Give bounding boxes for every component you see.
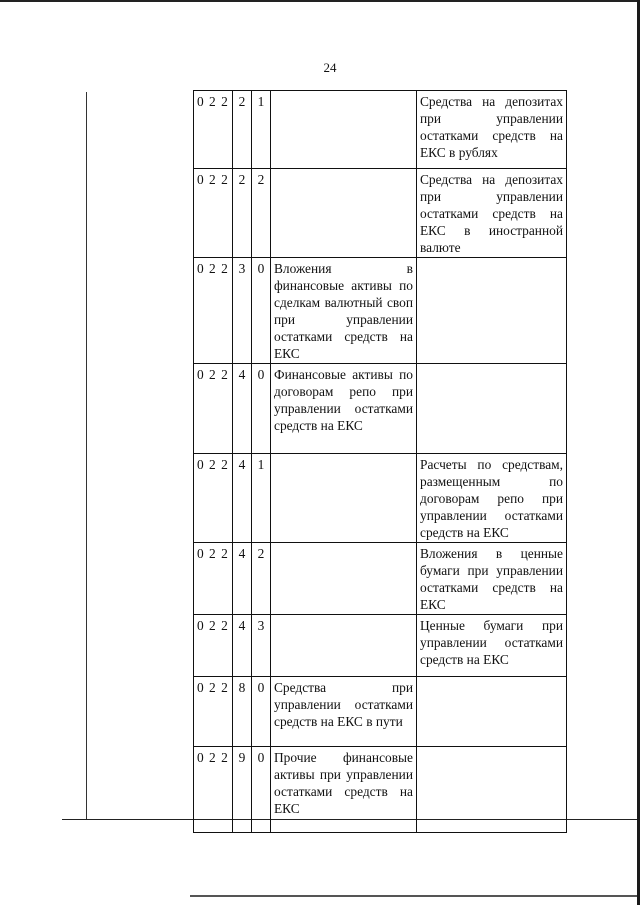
- debit-description: Средства при управлении остатками средств на ЕКС в пути: [271, 677, 417, 747]
- table-row: [194, 615, 567, 677]
- debit-description: [271, 454, 417, 543]
- account-group: 4: [233, 615, 252, 677]
- account-code: 0 2 2: [194, 677, 233, 747]
- account-group: 8: [233, 677, 252, 747]
- credit-description: Ценные бумаги при управлении остатками средств на ЕКС: [417, 615, 567, 677]
- account-group: 2: [233, 91, 252, 169]
- credit-description: [417, 258, 567, 364]
- credit-description: Расчеты по средствам, размещенным по договорам репо при управлении остатками средств на ЕКС: [417, 454, 567, 543]
- account-group: 4: [233, 454, 252, 543]
- credit-description: Средства на депозитах при управлении остатками средств на ЕКС в иностранной валюте: [417, 169, 567, 258]
- credit-description: [417, 677, 567, 747]
- account-code: 0 2 2: [194, 454, 233, 543]
- account-group: 4: [233, 543, 252, 615]
- account-subgroup: 3: [252, 615, 271, 677]
- page-number: 24: [323, 60, 337, 75]
- account-group: 9: [233, 747, 252, 833]
- account-group: 4: [233, 364, 252, 454]
- accounts-table: [193, 90, 567, 833]
- debit-description: [271, 543, 417, 615]
- account-subgroup: 2: [252, 543, 271, 615]
- account-code: 0 2 2: [194, 91, 233, 169]
- table-row: [194, 677, 567, 747]
- debit-description: [271, 91, 417, 169]
- table-row: [194, 747, 567, 833]
- debit-description: [271, 615, 417, 677]
- debit-description: Финансовые активы по договорам репо при управлении остатками средств на ЕКС: [271, 364, 417, 454]
- table-row: [194, 454, 567, 543]
- account-code: 0 2 2: [194, 543, 233, 615]
- credit-description: [417, 747, 567, 833]
- table-row: [194, 258, 567, 364]
- account-code: 0 2 2: [194, 615, 233, 677]
- account-code: 0 2 2: [194, 364, 233, 454]
- scan-edge-top: [0, 0, 640, 2]
- account-group: 2: [233, 169, 252, 258]
- table-row: [194, 91, 567, 169]
- debit-description: [271, 169, 417, 258]
- margin-rule: [86, 92, 87, 820]
- account-subgroup: 1: [252, 91, 271, 169]
- table-row: [194, 169, 567, 258]
- account-subgroup: 1: [252, 454, 271, 543]
- account-subgroup: 0: [252, 258, 271, 364]
- account-code: 0 2 2: [194, 169, 233, 258]
- credit-description: Вложения в ценные бумаги при управлении остатками средств на ЕКС: [417, 543, 567, 615]
- account-subgroup: 0: [252, 677, 271, 747]
- credit-description: Средства на депозитах при управлении остатками средств на ЕКС в рублях: [417, 91, 567, 169]
- account-subgroup: 0: [252, 364, 271, 454]
- debit-description: Прочие финансовые активы при управлении остатками средств на ЕКС: [271, 747, 417, 833]
- account-group: 3: [233, 258, 252, 364]
- scan-edge-bottom: [190, 895, 637, 897]
- table-row: [194, 364, 567, 454]
- table-row: [194, 543, 567, 615]
- account-subgroup: 2: [252, 169, 271, 258]
- debit-description: Вложения в финансовые активы по сделкам валютный своп при управлении остатками средств на ЕКС: [271, 258, 417, 364]
- credit-description: [417, 364, 567, 454]
- account-code: 0 2 2: [194, 258, 233, 364]
- account-code: 0 2 2: [194, 747, 233, 833]
- account-subgroup: 0: [252, 747, 271, 833]
